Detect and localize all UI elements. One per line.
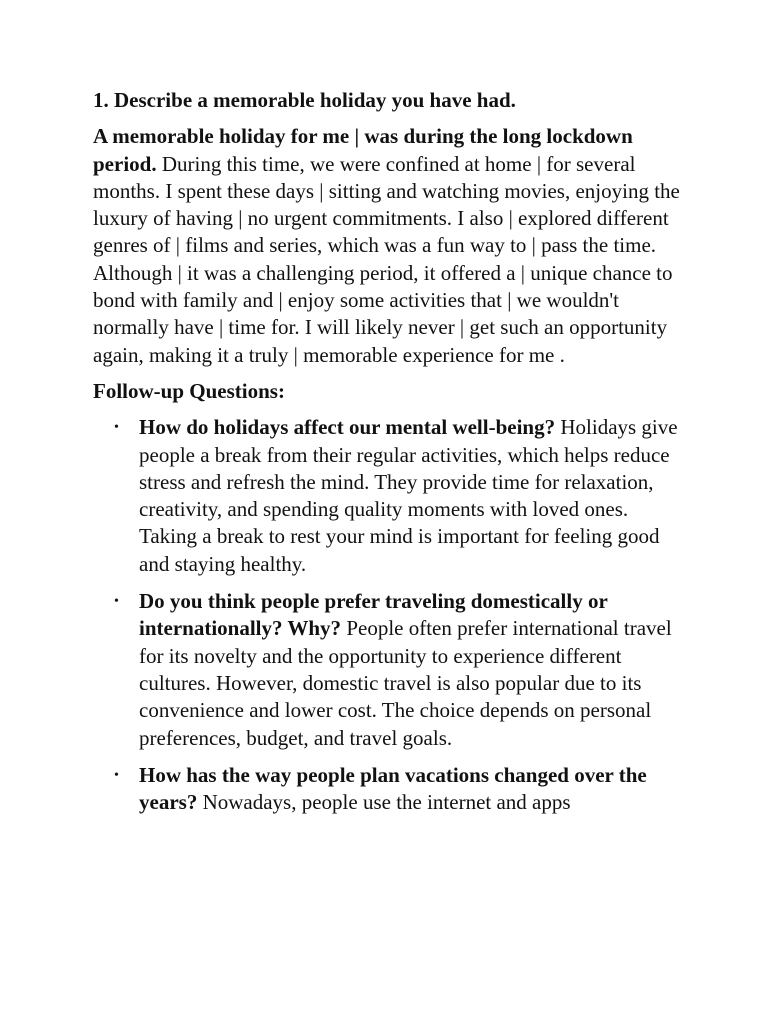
followup-answer: Nowadays, people use the internet and apps xyxy=(197,790,571,815)
bullet-icon: • xyxy=(114,767,119,783)
followup-answer: People often prefer international travel for its novelty and the opportunity to experience different cultures. However, domestic travel is also popular due to its convenience and lower cost. The choice depends on personal preferences, budget, and travel goals. xyxy=(139,616,672,750)
document-page xyxy=(93,87,683,826)
followup-answer: Holidays give people a break from their regular activities, which helps reduce stress and refresh the mind. They provide time for relaxation, creativity, and spending quality moments with loved ones. Taking a break to rest your mind is important for feeling good and staying healthy. xyxy=(139,415,678,576)
followup-question: How has the way people plan vacations changed over the years? xyxy=(139,762,647,815)
answer-body: During this time, we were confined at home | for several months. I spent these days | sitting and watching movies, enjoying the luxury of having | no urgent commitments. I also | explored different genres of | films and series, which was a fun way to | pass the time. Although | it was a challenging period, it offered a | unique chance to bond with family and | enjoy some activities that | we wouldn't normally have | time for. I will likely never | get such an opportunity again, making it a truly | memorable experience for me . xyxy=(93,151,680,367)
followup-item xyxy=(114,762,683,817)
bullet-icon: • xyxy=(114,420,119,436)
bullet-icon: • xyxy=(114,594,119,610)
answer-paragraph xyxy=(93,123,683,369)
followup-list xyxy=(93,414,683,816)
question-title: 1. Describe a memorable holiday you have had. xyxy=(93,88,516,112)
answer-lead: A memorable holiday for me | was during the long lockdown period. xyxy=(93,124,633,176)
followup-heading: Follow-up Questions: xyxy=(93,378,285,403)
followup-item xyxy=(114,414,683,578)
followup-item xyxy=(114,588,683,752)
followup-question: Do you think people prefer traveling domestically or internationally? Why? xyxy=(139,589,608,641)
followup-question: How do holidays affect our mental well-being? xyxy=(139,415,556,440)
